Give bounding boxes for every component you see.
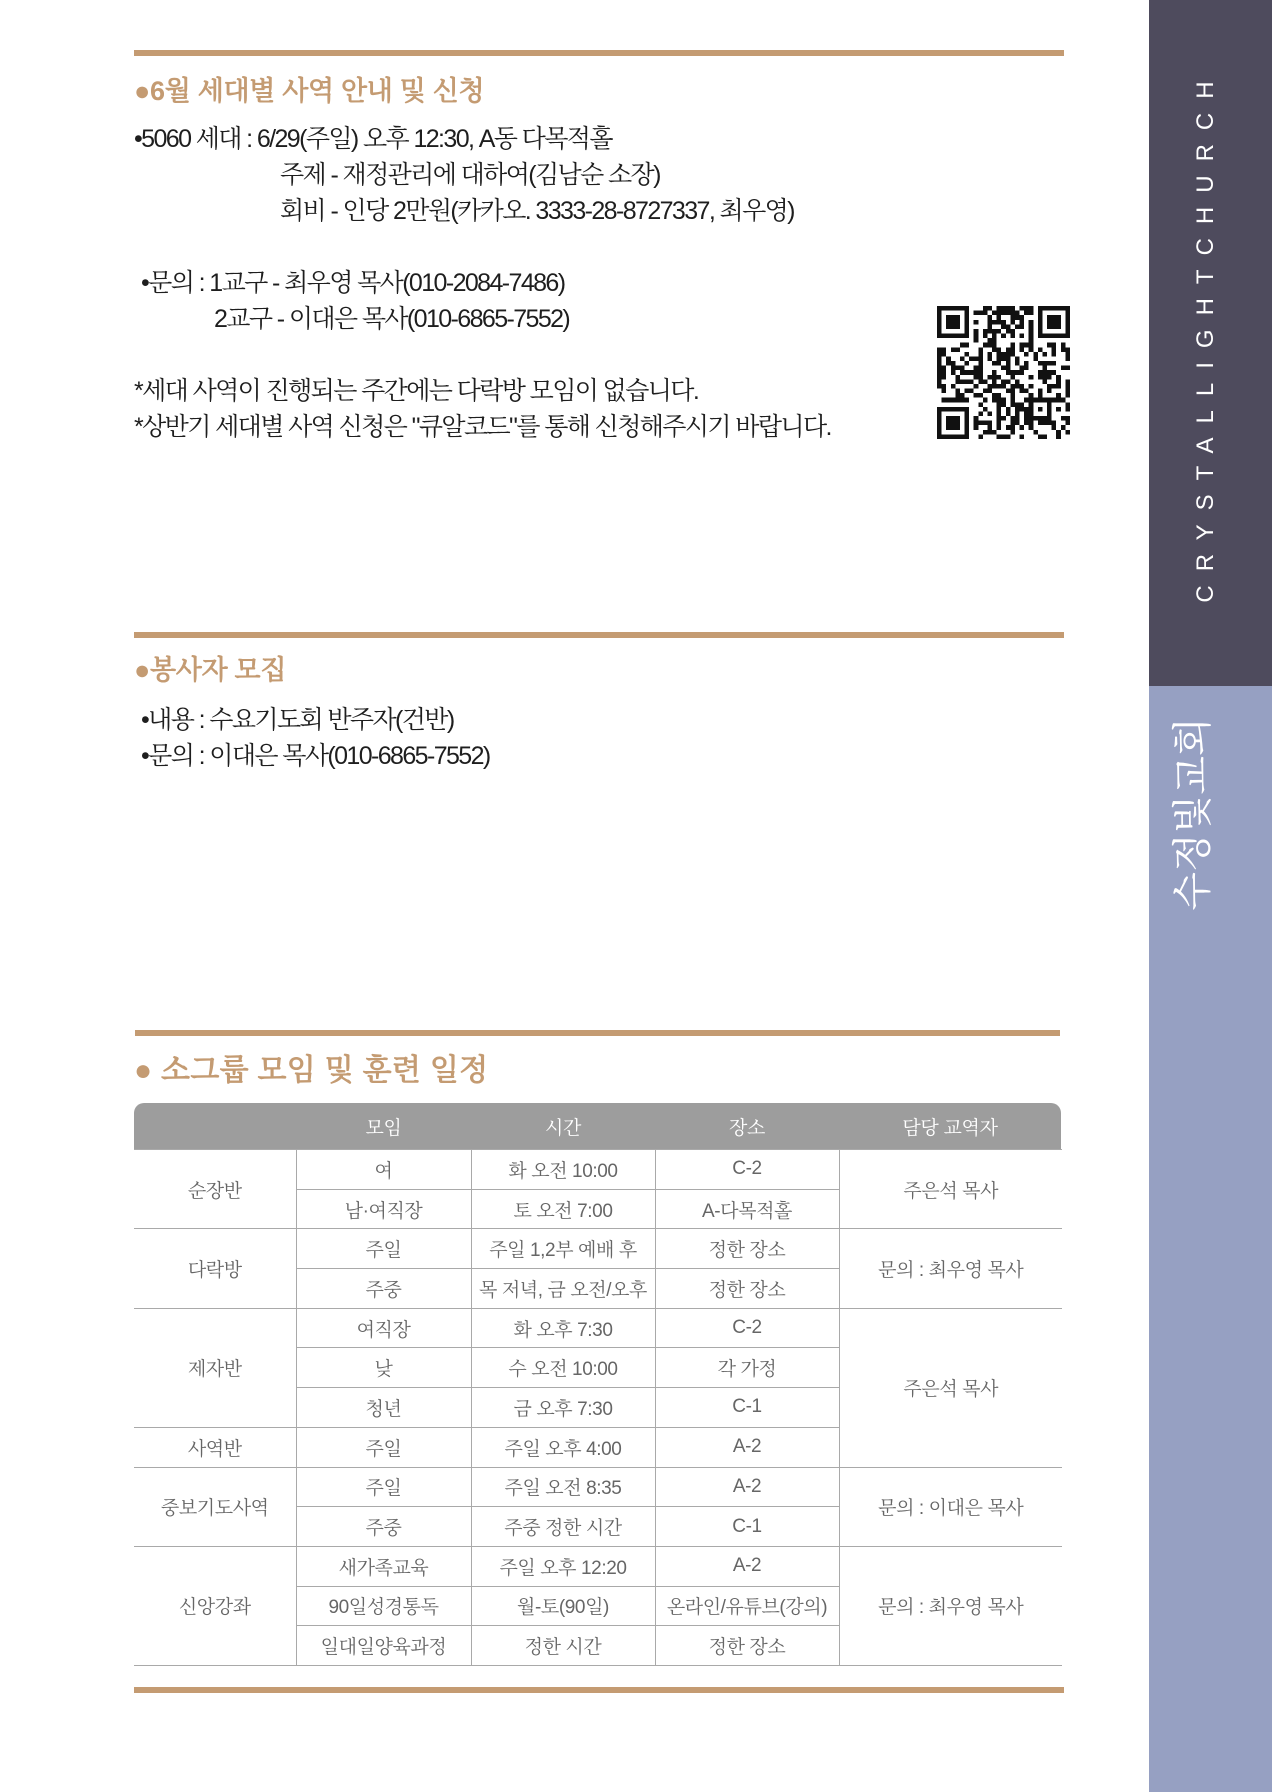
place-cell: A-2 — [655, 1427, 839, 1467]
group-name-cell: 중보기도사역 — [134, 1467, 296, 1546]
contact-details — [141, 265, 569, 337]
contact-cell: 문의 : 최우영 목사 — [839, 1229, 1062, 1308]
qr-code-icon — [937, 306, 1070, 439]
brand-name-korean: 수정빛교회 — [1171, 717, 1215, 911]
table-row — [134, 1467, 1062, 1507]
meeting-cell: 여직장 — [296, 1308, 471, 1348]
meeting-cell: 주일 — [296, 1427, 471, 1467]
time-cell: 주중 정한 시간 — [471, 1507, 655, 1547]
place-cell: C-2 — [655, 1308, 839, 1348]
place-cell: 정한 장소 — [655, 1626, 839, 1666]
time-cell: 월-토(90일) — [471, 1586, 655, 1626]
volunteer-detail-line: •내용 : 수요기도회 반주자(건반) — [141, 706, 454, 734]
contact-line-district-1: •문의 : 1교구 - 최우영 목사(010-2084-7486) — [141, 269, 565, 297]
topic-line: 주제 - 재정관리에 대하여(김남순 소장) — [280, 161, 660, 189]
notes — [134, 373, 831, 445]
group-name-cell: 사역반 — [134, 1427, 296, 1467]
table-row — [134, 1308, 1062, 1348]
time-cell: 주일 오후 4:00 — [471, 1427, 655, 1467]
meeting-cell: 주일 — [296, 1467, 471, 1507]
group-name-cell: 순장반 — [134, 1150, 296, 1229]
time-cell: 수 오전 10:00 — [471, 1348, 655, 1388]
time-cell: 금 오후 7:30 — [471, 1388, 655, 1428]
contact-cell: 주은석 목사 — [839, 1308, 1062, 1467]
event-details — [134, 121, 794, 229]
place-cell: 각 가정 — [655, 1348, 839, 1388]
header-blank-cell — [134, 1103, 296, 1149]
schedule-table-header — [134, 1103, 1061, 1149]
sidebar — [1149, 0, 1272, 1792]
place-cell: 온라인/유튜브(강의) — [655, 1586, 839, 1626]
table-row — [134, 1229, 1062, 1269]
time-cell: 화 오후 7:30 — [471, 1308, 655, 1348]
event-line: •5060 세대 : 6/29(주일) 오후 12:30, A동 다목적홀 — [134, 125, 612, 153]
meeting-cell: 주중 — [296, 1269, 471, 1309]
time-cell: 화 오전 10:00 — [471, 1150, 655, 1190]
qr-code — [937, 306, 1070, 439]
time-cell: 주일 오전 8:35 — [471, 1467, 655, 1507]
group-name-cell: 제자반 — [134, 1308, 296, 1427]
time-cell: 주일 오후 12:20 — [471, 1546, 655, 1586]
place-cell: A-다목적홀 — [655, 1189, 839, 1229]
meeting-cell: 새가족교육 — [296, 1546, 471, 1586]
contact-cell: 문의 : 이대은 목사 — [839, 1467, 1062, 1546]
table-row — [134, 1546, 1062, 1586]
place-cell: C-1 — [655, 1388, 839, 1428]
generation-ministry-heading: ●6월 세대별 사역 안내 및 신청 — [134, 76, 485, 106]
table-row — [134, 1150, 1062, 1190]
header-time: 시간 — [544, 1117, 582, 1139]
volunteer-details — [141, 702, 490, 774]
place-cell: C-1 — [655, 1507, 839, 1547]
schedule-heading: ● 소그룹 모임 및 훈련 일정 — [134, 1054, 489, 1087]
group-name-cell: 다락방 — [134, 1229, 296, 1308]
header-pastor: 담당 교역자 — [902, 1117, 998, 1139]
section-divider — [135, 1030, 1060, 1036]
place-cell: C-2 — [655, 1150, 839, 1190]
section-divider — [134, 632, 1064, 638]
meeting-cell: 일대일양육과정 — [296, 1626, 471, 1666]
place-cell: 정한 장소 — [655, 1269, 839, 1309]
meeting-cell: 주중 — [296, 1507, 471, 1547]
header-meeting: 모임 — [365, 1117, 402, 1139]
brand-name-english: CRYSTALLIGHTCHURCH — [1192, 67, 1219, 603]
meeting-cell: 남·여직장 — [296, 1189, 471, 1229]
header-place: 장소 — [728, 1117, 766, 1139]
place-cell: 정한 장소 — [655, 1229, 839, 1269]
contact-line-district-2: 2교구 - 이대은 목사(010-6865-7552) — [214, 305, 570, 333]
meeting-cell: 청년 — [296, 1388, 471, 1428]
note-line: *세대 사역이 진행되는 주간에는 다락방 모임이 없습니다. — [134, 377, 699, 405]
time-cell: 주일 1,2부 예배 후 — [471, 1229, 655, 1269]
place-cell: A-2 — [655, 1546, 839, 1586]
fee-line: 회비 - 인당 2만원(카카오. 3333-28-8727337, 최우영) — [280, 197, 794, 225]
contact-cell: 문의 : 최우영 목사 — [839, 1546, 1062, 1665]
volunteer-contact-line: •문의 : 이대은 목사(010-6865-7552) — [141, 742, 490, 770]
note-line: *상반기 세대별 사역 신청은 "큐알코드"를 통해 신청해주시기 바랍니다. — [134, 413, 831, 441]
time-cell: 토 오전 7:00 — [471, 1189, 655, 1229]
schedule-table — [134, 1149, 1062, 1666]
meeting-cell: 낮 — [296, 1348, 471, 1388]
section-divider-bottom — [134, 1687, 1064, 1693]
section-divider-top — [134, 50, 1064, 56]
volunteer-heading: ●봉사자 모집 — [134, 655, 287, 685]
meeting-cell: 주일 — [296, 1229, 471, 1269]
meeting-cell: 90일성경통독 — [296, 1586, 471, 1626]
time-cell: 정한 시간 — [471, 1626, 655, 1666]
contact-cell: 주은석 목사 — [839, 1150, 1062, 1229]
place-cell: A-2 — [655, 1467, 839, 1507]
time-cell: 목 저녁, 금 오전/오후 — [471, 1269, 655, 1309]
meeting-cell: 여 — [296, 1150, 471, 1190]
group-name-cell: 신앙강좌 — [134, 1546, 296, 1665]
